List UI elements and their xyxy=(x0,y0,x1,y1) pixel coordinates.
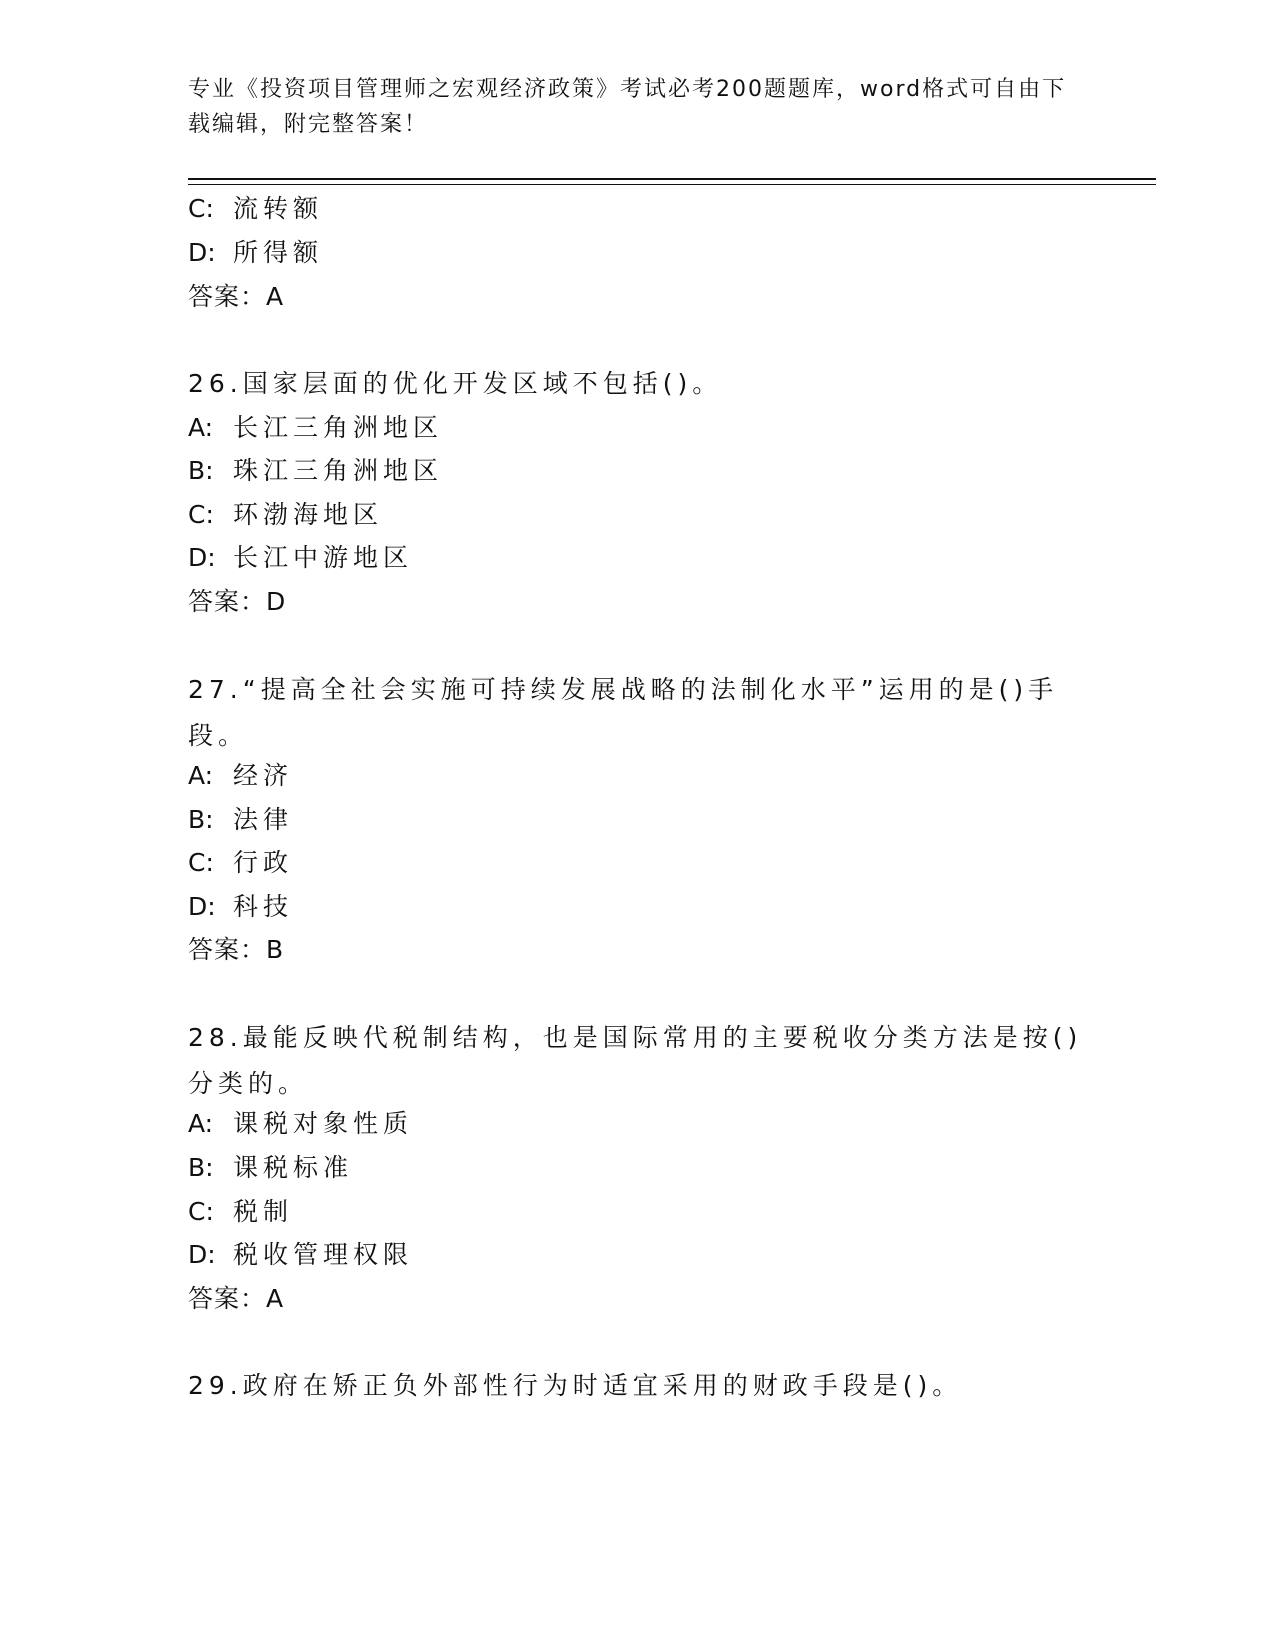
option-label: A: xyxy=(188,761,214,790)
option-label: C: xyxy=(188,1197,214,1226)
option-label: D: xyxy=(188,1240,216,1269)
q28-option-d xyxy=(188,1239,413,1271)
option-text: 课税标准 xyxy=(233,1153,354,1182)
option-text: 长江三角洲地区 xyxy=(233,413,444,442)
q27-option-a xyxy=(188,760,293,792)
option-text: 环渤海地区 xyxy=(233,500,384,529)
q27-answer: 答案：B xyxy=(188,935,285,964)
option-label: A: xyxy=(188,1109,214,1138)
q26-option-c xyxy=(188,499,383,531)
option-text: 课税对象性质 xyxy=(233,1109,414,1138)
document-header: 专业《投资项目管理师之宏观经济政策》考试必考200题题库，word格式可自由下载编辑，附完整答案！ xyxy=(188,77,1067,137)
option-label: C: xyxy=(188,848,214,877)
prev-option-c xyxy=(188,193,323,225)
header-divider-thick xyxy=(188,178,1156,180)
option-label: A: xyxy=(188,413,214,442)
option-label: D: xyxy=(188,543,216,572)
question-27: 27.“提高全社会实施可持续发展战略的法制化水平”运用的是()手段。 xyxy=(188,675,1059,750)
option-text: 行政 xyxy=(233,848,294,877)
option-text: 税制 xyxy=(233,1197,294,1226)
option-label: D: xyxy=(188,892,216,921)
header-divider-thin xyxy=(188,184,1156,185)
option-text: 税收管理权限 xyxy=(233,1240,414,1269)
q26-option-d xyxy=(188,542,413,574)
q28-option-a xyxy=(188,1108,413,1140)
prev-answer: 答案：A xyxy=(188,282,285,311)
q27-option-c xyxy=(188,847,293,879)
option-label: B: xyxy=(188,456,214,485)
question-29: 29.政府在矫正负外部性行为时适宜采用的财政手段是()。 xyxy=(188,1371,963,1400)
option-text: 科技 xyxy=(233,892,294,921)
option-label: D: xyxy=(188,238,216,267)
prev-option-d xyxy=(188,237,323,269)
option-label: C: xyxy=(188,500,214,529)
q26-option-a xyxy=(188,412,443,444)
option-text: 珠江三角洲地区 xyxy=(233,456,444,485)
option-text: 经济 xyxy=(233,761,294,790)
option-text: 长江中游地区 xyxy=(233,543,414,572)
q26-answer: 答案：D xyxy=(188,587,287,616)
option-label: B: xyxy=(188,1153,214,1182)
q27-option-b xyxy=(188,804,293,836)
option-label: B: xyxy=(188,805,214,834)
option-label: C: xyxy=(188,194,214,223)
option-text: 所得额 xyxy=(233,238,324,267)
option-text: 法律 xyxy=(233,805,294,834)
option-text: 流转额 xyxy=(233,194,324,223)
question-28: 28.最能反映代税制结构，也是国际常用的主要税收分类方法是按()分类的。 xyxy=(188,1023,1083,1098)
q28-option-b xyxy=(188,1152,353,1184)
q28-option-c xyxy=(188,1196,293,1228)
q26-option-b xyxy=(188,455,443,487)
question-26: 26.国家层面的优化开发区域不包括()。 xyxy=(188,369,723,398)
q28-answer: 答案：A xyxy=(188,1284,285,1313)
q27-option-d xyxy=(188,891,293,923)
